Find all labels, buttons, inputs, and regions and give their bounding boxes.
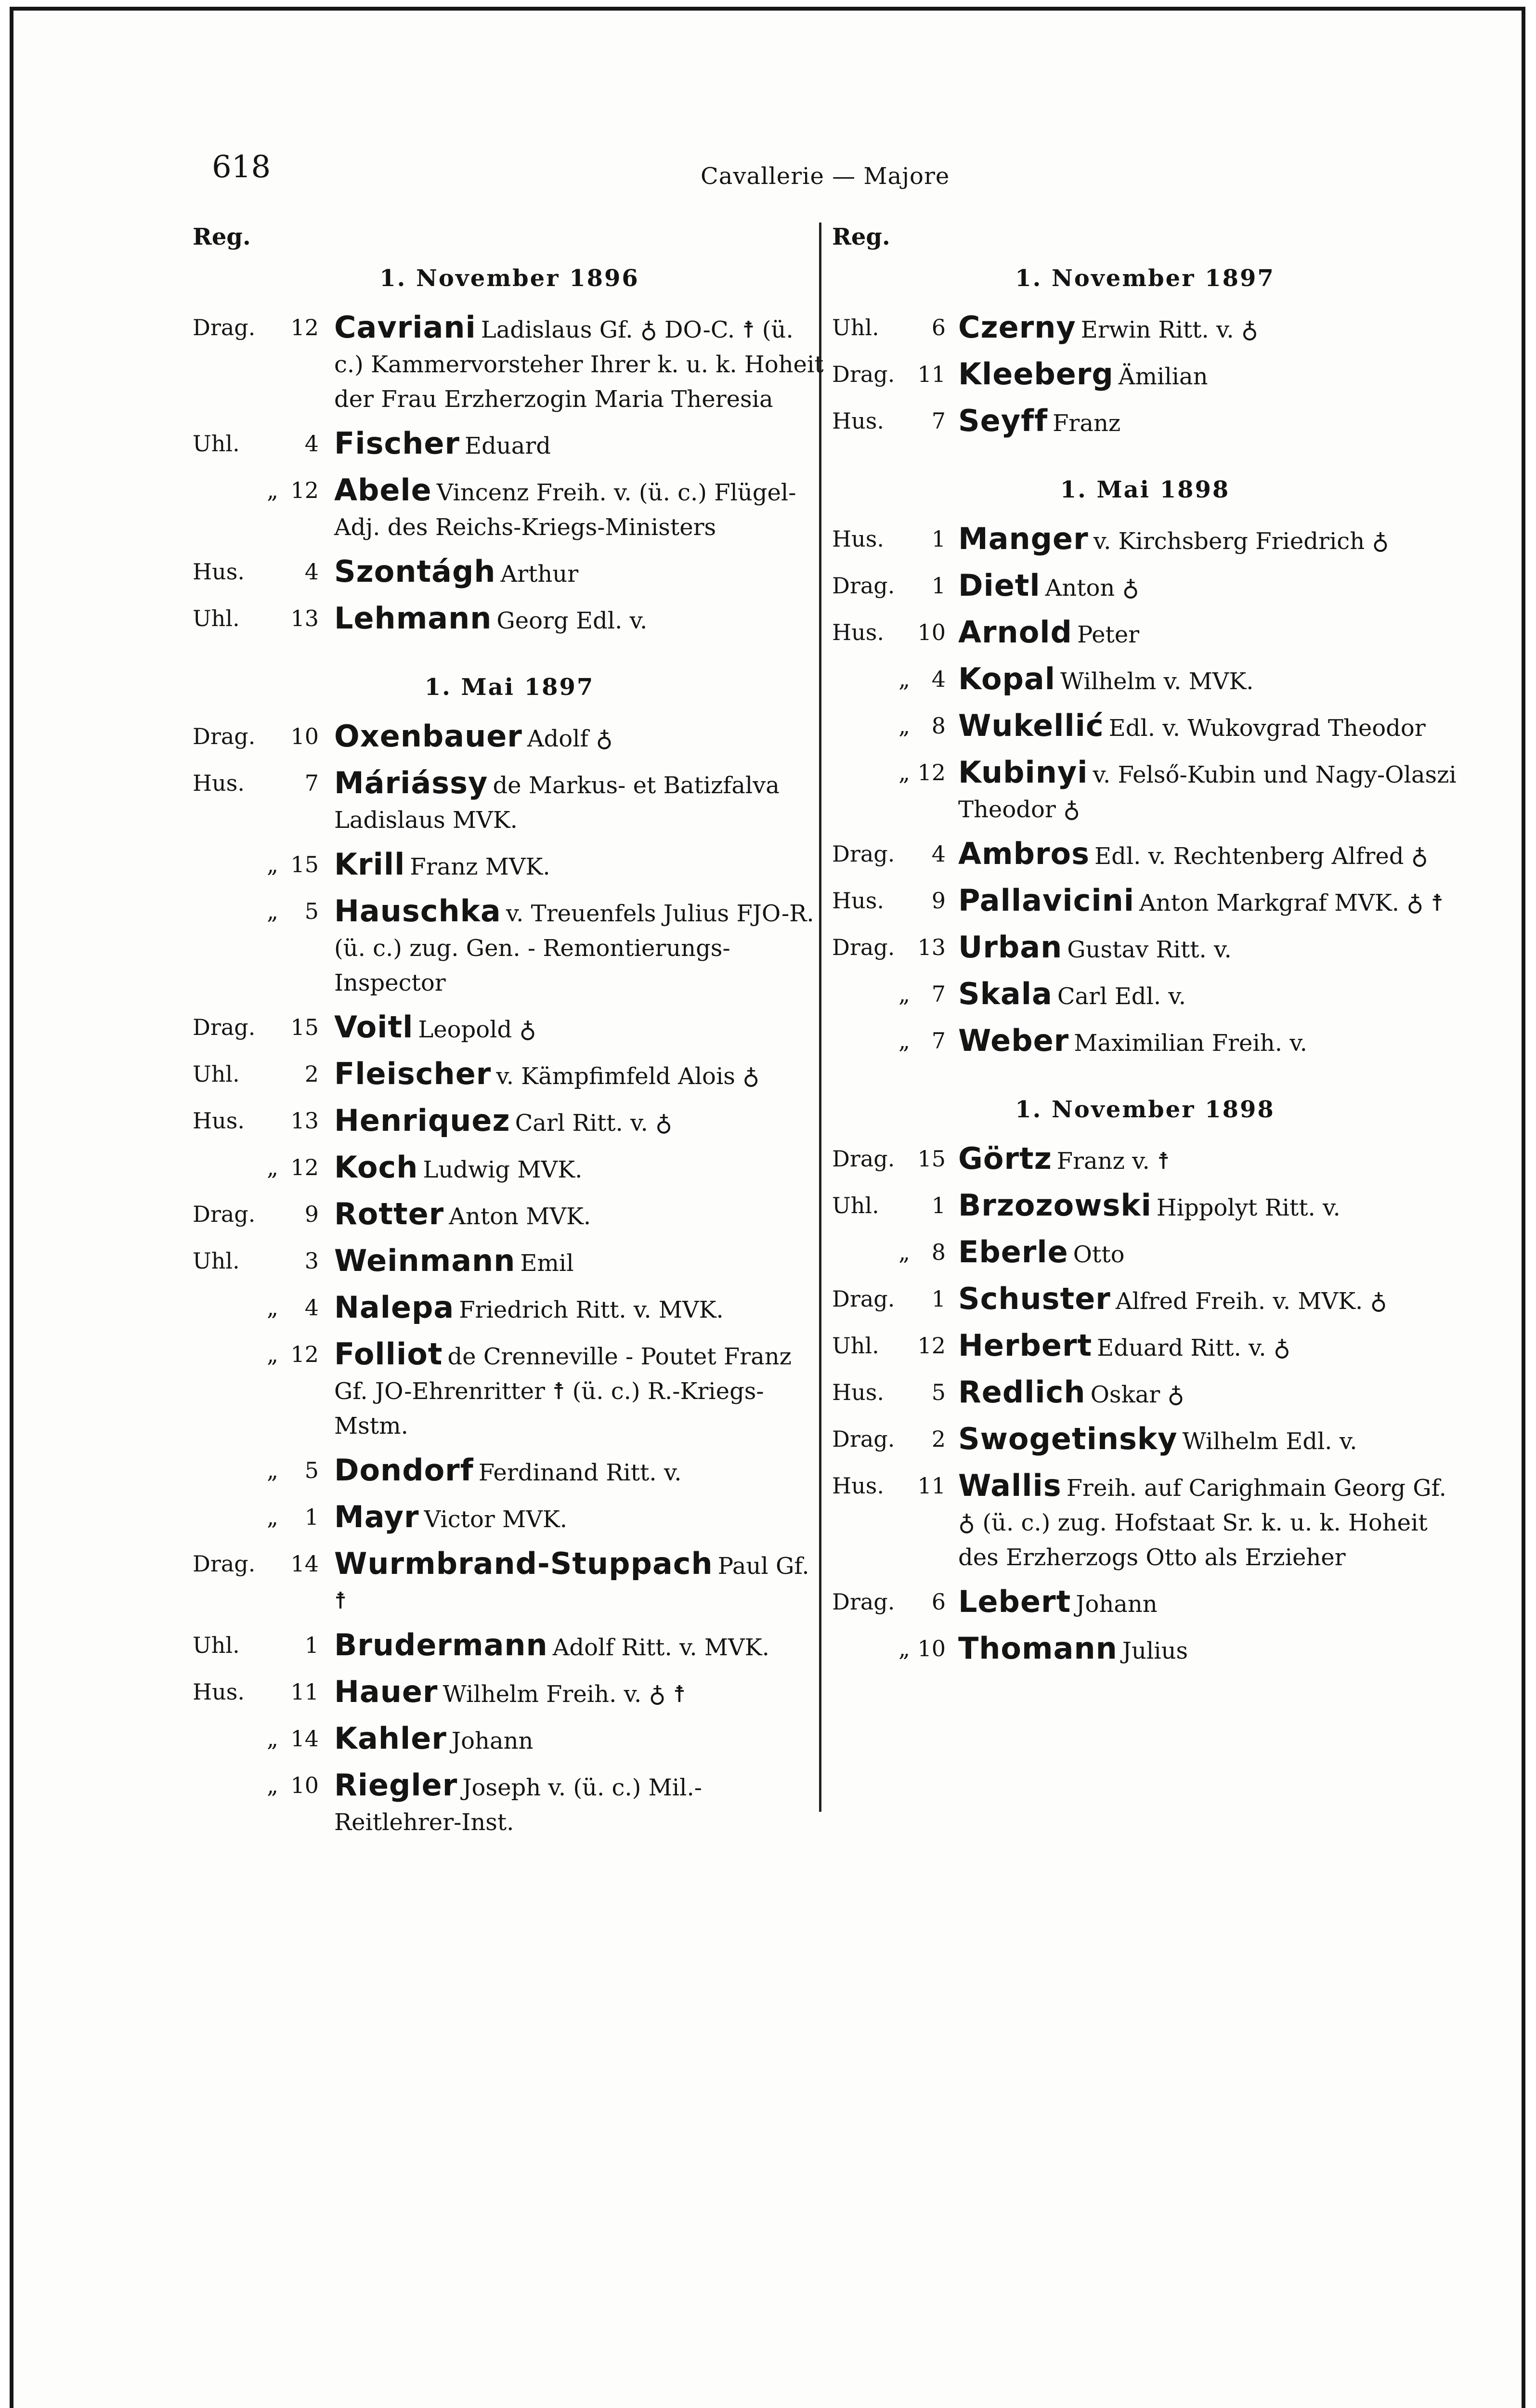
regiment-type: Uhl. <box>832 1333 879 1359</box>
regiment-type: „ <box>267 1295 278 1321</box>
officer-entry <box>832 977 1458 1014</box>
officer-details: Franz MVK. <box>410 853 550 880</box>
regiment-number: 13 <box>290 1108 319 1134</box>
officer-details: Oskar ♁ <box>1090 1381 1185 1408</box>
regiment-type: Hus. <box>832 1473 884 1499</box>
regiment-number: 9 <box>304 1201 319 1227</box>
officer-surname: Arnold <box>958 615 1072 650</box>
officer-surname: Schuster <box>958 1281 1111 1316</box>
regiment-type: Uhl. <box>193 605 240 631</box>
regiment-type: Drag. <box>832 841 895 867</box>
section-date: 1. November 1898 <box>1015 1096 1275 1123</box>
section-spacer <box>832 1070 1458 1083</box>
regiment-type: „ <box>267 477 278 503</box>
regiment-type: „ <box>267 1504 278 1530</box>
officer-entry <box>832 357 1458 394</box>
regiment-number: 15 <box>917 1146 946 1172</box>
officer-entry <box>832 615 1458 652</box>
regiment-number: 14 <box>290 1726 319 1752</box>
officer-surname: Fleischer <box>334 1056 492 1091</box>
officer-entry <box>193 1453 826 1490</box>
officer-entry <box>193 310 826 417</box>
regiment-number: 1 <box>931 1192 946 1218</box>
regiment-number: 13 <box>917 934 946 960</box>
officer-details: Hippolyt Ritt. v. <box>1156 1194 1341 1221</box>
officer-details: Ämilian <box>1118 363 1208 390</box>
officer-surname: Koch <box>334 1150 418 1185</box>
officer-entry <box>193 554 826 591</box>
officer-details: Vincenz Freih. v. (ü. c.) Flügel-Adj. des Reichs-Kriegs-Ministers <box>334 479 796 541</box>
officer-details: v. Kämpfimfeld Alois ♁ <box>496 1063 760 1090</box>
officer-surname: Rotter <box>334 1196 444 1231</box>
officer-details: Wilhelm Freih. v. ♁ ☨ <box>443 1681 686 1708</box>
running-title: Cavallerie — Majore <box>701 163 950 190</box>
officer-details: v. Treuenfels Julius FJO-R. (ü. c.) zug. Gen. - Remontierungs-Inspector <box>334 900 814 996</box>
officer-surname: Nalepa <box>334 1290 455 1325</box>
officer-entry <box>193 1337 826 1443</box>
regiment-number: 7 <box>304 770 319 796</box>
officer-details: Edl. v. Wukovgrad Theodor <box>1108 715 1426 742</box>
officer-surname: Krill <box>334 847 405 882</box>
regiment-type: Hus. <box>193 1679 245 1705</box>
regiment-type: „ <box>267 1457 278 1483</box>
regiment-number: 10 <box>917 1636 946 1662</box>
officer-details: Ferdinand Ritt. v. <box>478 1459 682 1486</box>
officer-entry <box>832 1328 1458 1365</box>
officer-details: Freih. auf Carighmain Georg Gf. ♁ (ü. c.) zug. Hofstaat Sr. k. u. k. Hoheit des Erzherzogs Otto als Erzieher <box>958 1475 1446 1571</box>
officer-details: v. Felső-Kubin und Nagy-Olaszi Theodor ♁ <box>958 761 1457 823</box>
officer-details: v. Kirchsberg Friedrich ♁ <box>1093 528 1389 555</box>
regiment-type: Drag. <box>193 1014 256 1040</box>
officer-surname: Brzozowski <box>958 1188 1152 1223</box>
section-date: 1. November 1897 <box>1015 265 1275 292</box>
officer-entry <box>832 1188 1458 1225</box>
regiment-type: „ <box>898 1636 910 1662</box>
regiment-number: 5 <box>304 1457 319 1483</box>
officer-entry <box>193 1197 826 1234</box>
officer-surname: Kahler <box>334 1721 447 1756</box>
regiment-number: 15 <box>290 851 319 877</box>
officer-surname: Dietl <box>958 568 1041 603</box>
officer-entry <box>832 1141 1458 1178</box>
officer-surname: Ambros <box>958 836 1090 871</box>
regiment-type: „ <box>267 1154 278 1180</box>
officer-entry <box>832 1235 1458 1272</box>
section-date: 1. November 1896 <box>379 265 639 292</box>
officer-surname: Máriássy <box>334 765 488 800</box>
regiment-number: 4 <box>304 1295 319 1321</box>
officer-details: Anton Markgraf MVK. ♁ ☨ <box>1139 890 1444 916</box>
left-column <box>193 222 826 1849</box>
officer-entry <box>832 837 1458 874</box>
officer-details: Victor MVK. <box>424 1506 567 1533</box>
officer-entry <box>193 1057 826 1094</box>
officer-details: Emil <box>520 1250 574 1277</box>
regiment-number: 12 <box>917 759 946 785</box>
right-column <box>832 222 1458 1678</box>
regiment-number: 8 <box>931 1239 946 1265</box>
officer-entry <box>193 1243 826 1281</box>
regiment-type: Hus. <box>832 1379 884 1405</box>
regiment-type: Drag. <box>193 314 256 340</box>
officer-details: Carl Ritt. v. ♁ <box>515 1110 673 1137</box>
officer-surname: Kubinyi <box>958 755 1088 790</box>
officer-surname: Fischer <box>334 426 460 461</box>
officer-details: Julius <box>1122 1637 1188 1664</box>
officer-surname: Cavriani <box>334 310 476 345</box>
officer-surname: Weber <box>958 1023 1069 1058</box>
officer-details: Johann <box>451 1727 534 1754</box>
officer-details: Erwin Ritt. v. ♁ <box>1080 316 1258 343</box>
officer-details: Leopold ♁ <box>418 1016 536 1043</box>
officer-details: Eduard Ritt. v. ♁ <box>1097 1335 1291 1361</box>
regiment-type: Drag. <box>832 1146 895 1172</box>
officer-details: Alfred Freih. v. MVK. ♁ <box>1115 1288 1387 1315</box>
officer-details: Peter <box>1077 621 1140 648</box>
officer-surname: Mayr <box>334 1499 419 1534</box>
regiment-number: 11 <box>917 1473 946 1499</box>
officer-surname: Riegler <box>334 1767 458 1803</box>
officer-entry <box>832 1023 1458 1060</box>
officer-details: Franz v. ☨ <box>1056 1148 1170 1175</box>
officer-surname: Wurmbrand-Stuppach <box>334 1546 713 1581</box>
regiment-type: „ <box>898 713 910 739</box>
regiment-type: Drag. <box>832 934 895 960</box>
regiment-type: Drag. <box>832 1426 895 1452</box>
officer-entry <box>193 601 826 638</box>
officer-details: Georg Edl. v. <box>496 607 648 634</box>
officer-entry <box>832 1468 1458 1575</box>
officer-entry <box>193 473 826 545</box>
regiment-type: Hus. <box>193 1108 245 1134</box>
officer-surname: Kopal <box>958 661 1056 696</box>
regiment-type: „ <box>267 1772 278 1798</box>
officer-details: Maximilian Freih. v. <box>1074 1030 1307 1057</box>
officer-surname: Seyff <box>958 403 1048 438</box>
officer-entry <box>832 1375 1458 1412</box>
regiment-number: 10 <box>917 619 946 645</box>
officer-details: Edl. v. Rechtenberg Alfred ♁ <box>1094 843 1428 870</box>
officer-details: Anton ♁ <box>1045 575 1139 602</box>
regiment-number: 7 <box>931 408 946 434</box>
officer-details: Friedrich Ritt. v. MVK. <box>459 1296 724 1323</box>
regiment-number: 5 <box>931 1379 946 1405</box>
regiment-type: „ <box>267 851 278 877</box>
regiment-type: „ <box>267 898 278 924</box>
regiment-type: Uhl. <box>193 1248 240 1274</box>
officer-entry <box>193 1290 826 1327</box>
regiment-number: 11 <box>917 361 946 387</box>
officer-surname: Herbert <box>958 1328 1093 1363</box>
officer-surname: Czerny <box>958 310 1076 345</box>
officer-surname: Dondorf <box>334 1453 474 1488</box>
officer-entry <box>193 1768 826 1840</box>
regiment-number: 1 <box>304 1504 319 1530</box>
section-date: 1. Mai 1898 <box>1060 476 1230 503</box>
regiment-type: „ <box>898 1028 910 1054</box>
regiment-type: Drag. <box>832 1589 895 1615</box>
officer-entry <box>832 1631 1458 1668</box>
regiment-number: 4 <box>304 559 319 585</box>
regiment-type: Uhl. <box>832 314 879 340</box>
officer-entry <box>832 1422 1458 1459</box>
regiment-number: 3 <box>304 1248 319 1274</box>
regiment-number: 13 <box>290 605 319 631</box>
officer-entry <box>193 426 826 463</box>
officer-details: Wilhelm Edl. v. <box>1182 1428 1357 1455</box>
regiment-type: Uhl. <box>832 1192 879 1218</box>
officer-entry <box>193 719 826 756</box>
regiment-type: Drag. <box>193 723 256 749</box>
regiment-type: „ <box>267 1341 278 1367</box>
officer-details: Carl Edl. v. <box>1057 983 1186 1010</box>
regiment-type: Uhl. <box>193 431 240 457</box>
regiment-type: Hus. <box>832 408 884 434</box>
regiment-type: Hus. <box>832 619 884 645</box>
page-number: 618 <box>212 149 271 185</box>
officer-surname: Hauschka <box>334 893 501 929</box>
officer-surname: Wallis <box>958 1468 1062 1503</box>
regiment-type: „ <box>898 759 910 785</box>
officer-details: Arthur <box>500 561 579 588</box>
officer-surname: Abele <box>334 472 432 508</box>
officer-entry <box>832 522 1458 559</box>
regiment-number: 6 <box>931 314 946 340</box>
officer-surname: Hauer <box>334 1674 438 1709</box>
officer-surname: Weinmann <box>334 1243 516 1278</box>
regiment-type: Drag. <box>832 573 895 599</box>
regiment-number: 11 <box>290 1679 319 1705</box>
regiment-number: 12 <box>290 477 319 503</box>
officer-details: Otto <box>1073 1241 1125 1268</box>
officer-details: Adolf Ritt. v. MVK. <box>552 1634 769 1661</box>
officer-details: de Crenneville - Poutet Franz Gf. JO-Ehrenritter ☨ (ü. c.) R.-Kriegs-Mstm. <box>334 1343 792 1440</box>
officer-details: Franz <box>1053 410 1121 437</box>
officer-surname: Szontágh <box>334 554 496 589</box>
regiment-type: Drag. <box>193 1551 256 1577</box>
regiment-number: 1 <box>931 526 946 552</box>
regiment-type: „ <box>898 666 910 692</box>
regiment-number: 7 <box>931 981 946 1007</box>
officer-surname: Kleeberg <box>958 356 1114 392</box>
officer-entry <box>832 568 1458 605</box>
regiment-number: 6 <box>931 1589 946 1615</box>
officer-entry <box>832 1584 1458 1622</box>
regiment-type: Uhl. <box>193 1632 240 1658</box>
regiment-type: Drag. <box>832 1286 895 1312</box>
reg-heading: Reg. <box>193 223 251 250</box>
officer-entry <box>193 1546 826 1618</box>
regiment-number: 9 <box>931 888 946 914</box>
regiment-type: Hus. <box>193 559 245 585</box>
officer-entry <box>832 708 1458 746</box>
officer-surname: Lebert <box>958 1584 1071 1619</box>
regiment-number: 2 <box>304 1061 319 1087</box>
officer-entry <box>193 1721 826 1758</box>
regiment-type: Hus. <box>193 770 245 796</box>
regiment-type: „ <box>898 1239 910 1265</box>
officer-entry <box>193 1103 826 1140</box>
regiment-number: 10 <box>290 1772 319 1798</box>
officer-entry <box>193 1628 826 1665</box>
officer-surname: Pallavicini <box>958 883 1135 918</box>
regiment-number: 12 <box>290 1154 319 1180</box>
reg-heading: Reg. <box>832 223 890 250</box>
officer-details: Wilhelm v. MVK. <box>1060 668 1254 695</box>
regiment-type: Hus. <box>832 526 884 552</box>
regiment-number: 5 <box>304 898 319 924</box>
regiment-type: „ <box>267 1726 278 1752</box>
regiment-number: 8 <box>931 713 946 739</box>
regiment-number: 1 <box>931 573 946 599</box>
officer-surname: Voitl <box>334 1009 414 1045</box>
regiment-number: 12 <box>290 314 319 340</box>
regiment-number: 7 <box>931 1028 946 1054</box>
officer-surname: Görtz <box>958 1141 1052 1176</box>
officer-details: Paul Gf. ☨ <box>334 1553 809 1614</box>
officer-entry <box>832 404 1458 441</box>
section-spacer <box>832 450 1458 463</box>
regiment-number: 1 <box>931 1286 946 1312</box>
officer-surname: Swogetinsky <box>958 1421 1178 1456</box>
regiment-number: 4 <box>931 666 946 692</box>
regiment-number: 15 <box>290 1014 319 1040</box>
officer-details: Johann <box>1076 1591 1158 1618</box>
regiment-number: 1 <box>304 1632 319 1658</box>
officer-surname: Redlich <box>958 1374 1086 1410</box>
officer-surname: Thomann <box>958 1631 1118 1666</box>
officer-details: Joseph v. (ü. c.) Mil.-Reitlehrer-Inst. <box>334 1774 702 1836</box>
regiment-type: Drag. <box>832 361 895 387</box>
officer-entry <box>193 1675 826 1712</box>
officer-details: Anton MVK. <box>449 1203 591 1230</box>
officer-surname: Brudermann <box>334 1627 548 1662</box>
section-spacer <box>193 648 826 660</box>
officer-details: Ladislaus Gf. ♁ DO-C. ☨ (ü. c.) Kammervorsteher Ihrer k. u. k. Hoheit der Frau Erzherzogin Maria Theresia <box>334 316 824 413</box>
regiment-type: Hus. <box>832 888 884 914</box>
officer-surname: Manger <box>958 521 1089 556</box>
officer-surname: Urban <box>958 929 1063 965</box>
officer-entry <box>193 1010 826 1047</box>
officer-entry <box>832 662 1458 699</box>
officer-details: Adolf ♁ <box>527 725 613 752</box>
regiment-type: Drag. <box>193 1201 256 1227</box>
regiment-number: 12 <box>917 1333 946 1359</box>
officer-surname: Skala <box>958 976 1053 1011</box>
officer-entry <box>832 930 1458 967</box>
regiment-type: Uhl. <box>193 1061 240 1087</box>
officer-surname: Lehmann <box>334 601 492 636</box>
regiment-type: „ <box>898 981 910 1007</box>
officer-entry <box>832 883 1458 920</box>
regiment-number: 4 <box>931 841 946 867</box>
officer-entry <box>193 1500 826 1537</box>
regiment-number: 14 <box>290 1551 319 1577</box>
officer-entry <box>832 755 1458 827</box>
officer-entry <box>832 310 1458 347</box>
officer-surname: Oxenbauer <box>334 719 522 754</box>
regiment-number: 2 <box>931 1426 946 1452</box>
officer-entry <box>193 1150 826 1187</box>
officer-details: Eduard <box>465 432 551 459</box>
regiment-number: 10 <box>290 723 319 749</box>
officer-details: de Markus- et Batizfalva Ladislaus MVK. <box>334 772 780 834</box>
officer-details: Ludwig MVK. <box>423 1156 583 1183</box>
regiment-number: 12 <box>290 1341 319 1367</box>
officer-surname: Eberle <box>958 1234 1068 1269</box>
officer-entry <box>193 847 826 884</box>
officer-entry <box>193 894 826 1000</box>
officer-entry <box>832 1282 1458 1319</box>
officer-details: Gustav Ritt. v. <box>1067 936 1232 963</box>
officer-surname: Henriquez <box>334 1103 510 1138</box>
officer-surname: Folliot <box>334 1336 443 1372</box>
regiment-number: 4 <box>304 431 319 457</box>
officer-entry <box>193 766 826 838</box>
officer-surname: Wukellić <box>958 708 1104 743</box>
section-date: 1. Mai 1897 <box>424 674 595 701</box>
